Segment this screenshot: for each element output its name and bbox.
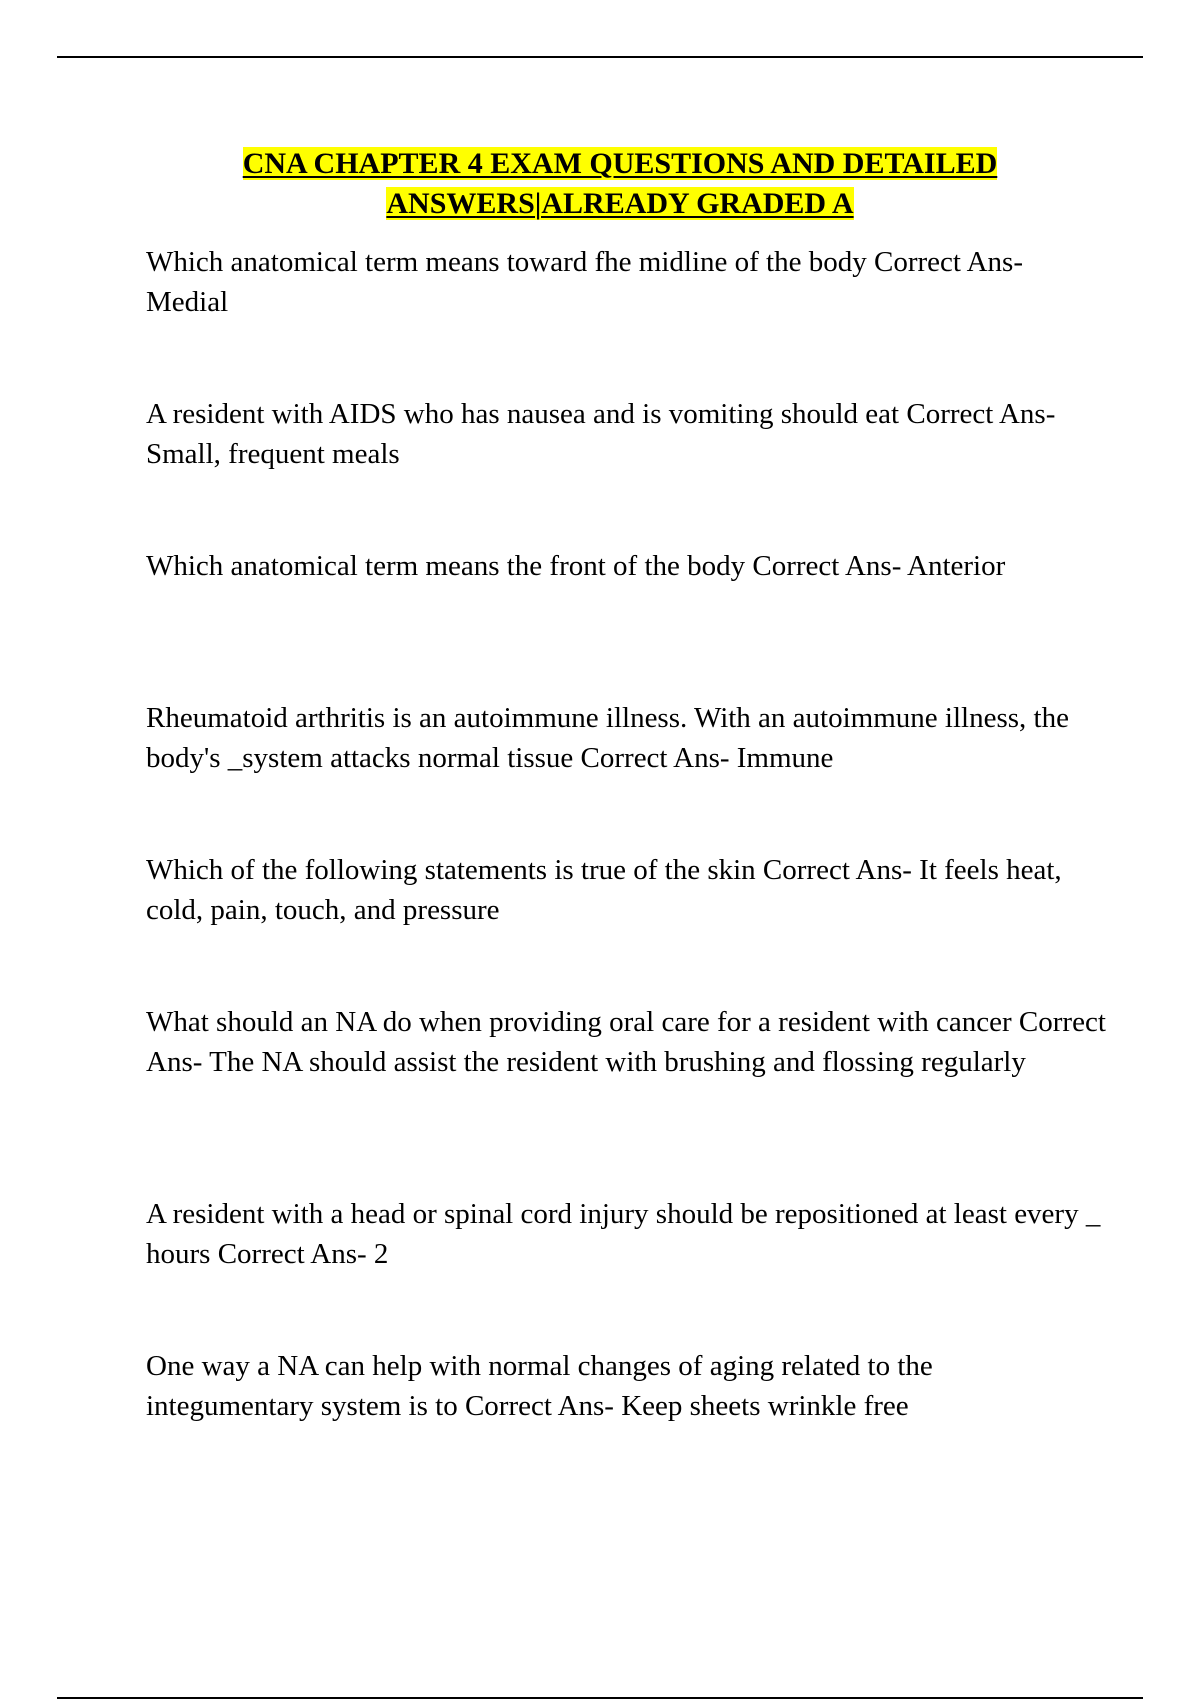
qa-list: [146, 242, 1106, 1498]
qa-item: Which of the following statements is true of the skin Correct Ans- It feels heat, cold, pain, touch, and pressure: [146, 854, 1062, 926]
qa-item: Rheumatoid arthritis is an autoimmune illness. With an autoimmune illness, the body's _system attacks normal tissue Correct Ans- Immune: [146, 702, 1069, 774]
title-line-2: ANSWERS|ALREADY GRADED A: [386, 187, 854, 220]
qa-item: A resident with AIDS who has nausea and is vomiting should eat Correct Ans- Small, frequent meals: [146, 398, 1056, 470]
bottom-rule: [57, 1697, 1143, 1699]
title-line-1: CNA CHAPTER 4 EXAM QUESTIONS AND DETAILED: [242, 147, 998, 180]
qa-item: Which anatomical term means the front of the body Correct Ans- Anterior: [146, 550, 1006, 582]
top-rule: [57, 56, 1143, 58]
qa-item: One way a NA can help with normal changes of aging related to the integumentary system is to Correct Ans- Keep sheets wrinkle free: [146, 1350, 933, 1422]
page-title: [100, 144, 1140, 224]
qa-item: Which anatomical term means toward fhe midline of the body Correct Ans- Medial: [146, 246, 1023, 318]
qa-item: A resident with a head or spinal cord injury should be repositioned at least every _ hours Correct Ans- 2: [146, 1198, 1101, 1270]
qa-item: What should an NA do when providing oral care for a resident with cancer Correct Ans- The NA should assist the resident with brushing and flossing regularly: [146, 1006, 1106, 1078]
